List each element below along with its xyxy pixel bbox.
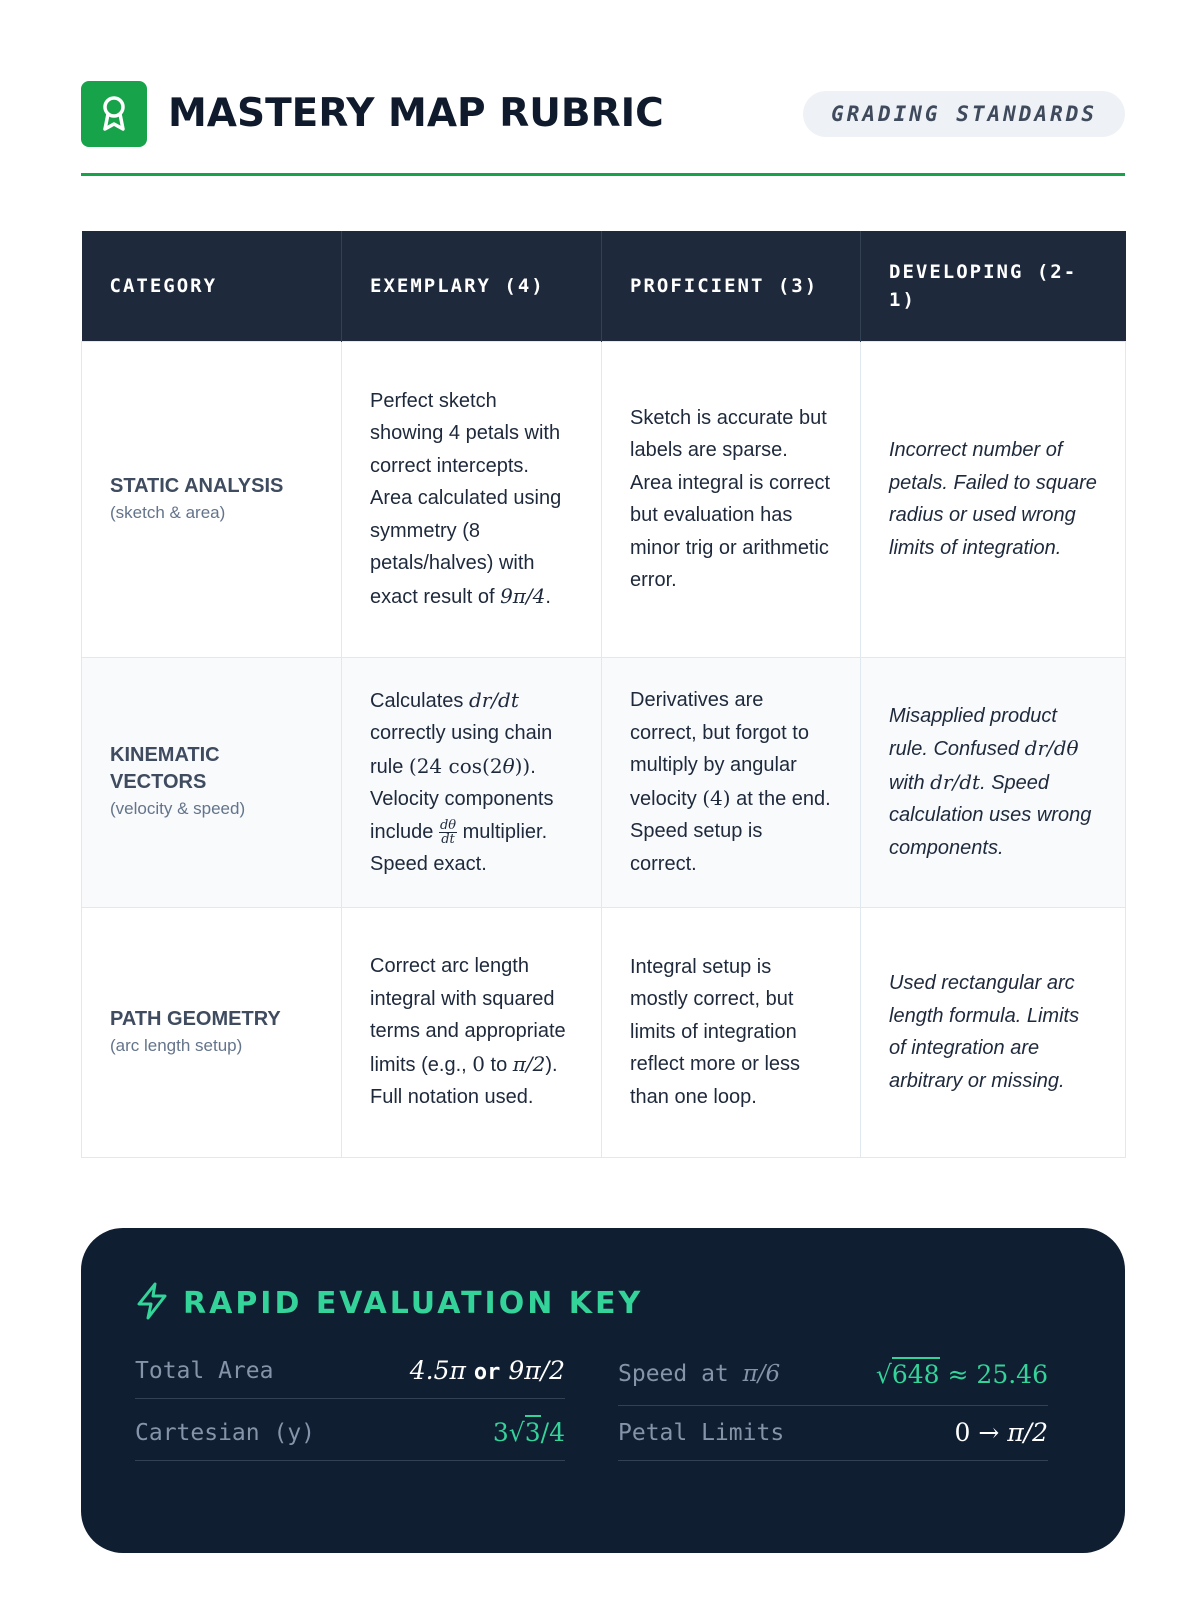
table-row	[82, 341, 1126, 657]
category-cell	[82, 341, 342, 657]
table-row	[82, 657, 1126, 907]
exemplary-cell	[342, 907, 602, 1157]
category-name: PATH GEOMETRY	[110, 1007, 281, 1030]
developing-cell	[861, 341, 1126, 657]
key-label: Speed at π/6	[618, 1361, 781, 1387]
key-row-petal-limits	[618, 1405, 1048, 1461]
exemplary-cell	[342, 341, 602, 657]
key-label: Total Area	[135, 1357, 274, 1384]
developing-cell	[861, 657, 1126, 907]
key-value: 3√3/4	[493, 1418, 565, 1447]
key-title	[135, 1280, 643, 1326]
page-title: MASTERY MAP RUBRIC	[168, 91, 664, 136]
column-header-exemplary: EXEMPLARY (4)	[342, 231, 602, 341]
category-subtitle: (velocity & speed)	[110, 799, 246, 818]
proficient-cell	[602, 341, 861, 657]
key-title-text: RAPID EVALUATION KEY	[183, 1285, 644, 1321]
key-row-speed	[618, 1343, 1048, 1406]
key-value: 0 → π/2	[954, 1418, 1048, 1447]
category-subtitle: (arc length setup)	[110, 1035, 243, 1055]
developing-cell	[861, 907, 1126, 1157]
exemplary-text: Calculates dr/dt correctly using chain rule (24 cos(2θ)). Velocity components include $\frac{d\theta}{dt}$ multiplier. Speed exact.	[370, 687, 554, 875]
key-value: √648 ≈ 25.46	[876, 1360, 1048, 1389]
category-cell	[82, 907, 342, 1157]
key-label: Cartesian (y)	[135, 1419, 316, 1446]
rubric-table	[81, 231, 1126, 1158]
key-row-total-area	[135, 1343, 565, 1399]
table-header-row	[82, 231, 1126, 341]
developing-text: Incorrect number of petals. Failed to square radius or used wrong limits of integration.	[889, 439, 1097, 559]
column-header-developing: DEVELOPING (2-1)	[861, 231, 1126, 341]
proficient-cell	[602, 907, 861, 1157]
exemplary-text: Correct arc length integral with squared terms and appropriate limits (e.g., 0 to π/2). Full notation used.	[370, 955, 566, 1109]
category-name: KINEMATIC VECTORS	[110, 744, 220, 793]
column-header-proficient: PROFICIENT (3)	[602, 231, 861, 341]
exemplary-cell	[342, 657, 602, 907]
category-name: STATIC ANALYSIS	[110, 474, 284, 497]
key-label: Petal Limits	[618, 1419, 785, 1446]
grading-standards-badge: GRADING STANDARDS	[803, 91, 1125, 137]
proficient-text: Sketch is accurate but labels are sparse. Area integral is correct but evaluation has minor trig or arithmetic error.	[630, 406, 831, 591]
header	[81, 81, 1125, 176]
developing-text: Misapplied product rule. Confused dr/dθ with dr/dt. Speed calculation uses wrong components.	[889, 704, 1092, 859]
category-cell	[82, 657, 342, 907]
lightning-bolt-icon	[135, 1282, 169, 1325]
key-row-cartesian	[135, 1405, 565, 1461]
rapid-evaluation-key	[81, 1228, 1125, 1553]
proficient-text: Integral setup is mostly correct, but limits of integration reflect more or less than one loop.	[630, 955, 801, 1108]
award-ribbon-icon	[81, 81, 147, 147]
developing-text: Used rectangular arc length formula. Limits of integration are arbitrary or missing.	[889, 972, 1080, 1092]
exemplary-text: Perfect sketch showing 4 petals with correct intercepts. Area calculated using symmetry (8 petals/halves) with exact result of 9π/4.	[370, 389, 562, 608]
proficient-text: Derivatives are correct, but forgot to multiply by angular velocity (4) at the end. Speed setup is correct.	[630, 689, 831, 875]
table-row	[82, 907, 1126, 1157]
column-header-category: CATEGORY	[82, 231, 342, 341]
category-subtitle: (sketch & area)	[110, 502, 226, 522]
proficient-cell	[602, 657, 861, 907]
key-value: 4.5π or 9π/2	[409, 1356, 565, 1385]
